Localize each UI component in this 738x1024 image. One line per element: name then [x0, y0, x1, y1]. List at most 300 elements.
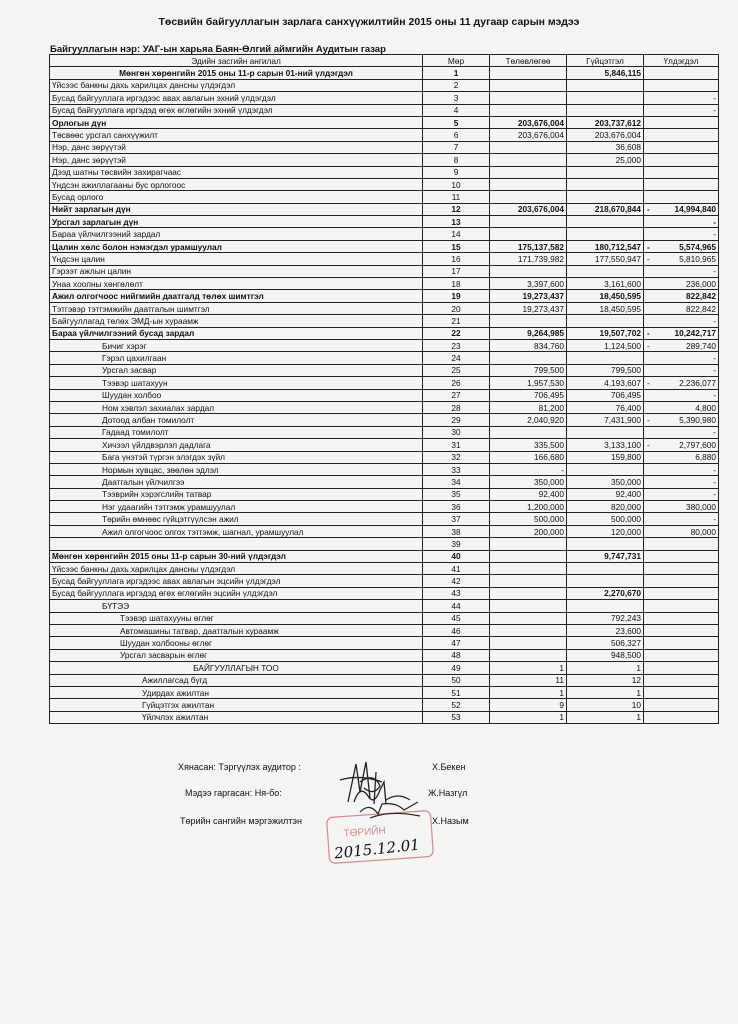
balance-value: 4,800 [695, 402, 716, 413]
balance-value: - [713, 229, 716, 240]
row-performance: 948,500 [567, 649, 644, 661]
balance-negative-sign [646, 279, 647, 289]
row-number: 33 [423, 463, 490, 475]
row-number: 49 [423, 662, 490, 674]
row-plan: 92,400 [490, 488, 567, 500]
row-number: 29 [423, 414, 490, 426]
row-plan: 1 [490, 662, 567, 674]
row-number: 50 [423, 674, 490, 686]
row-balance [644, 600, 719, 612]
table-row [50, 116, 719, 128]
table-row [50, 302, 719, 314]
balance-negative-sign: - [647, 439, 650, 450]
row-balance [644, 637, 719, 649]
balance-value: 5,810,965 [679, 253, 716, 264]
table-row [50, 278, 719, 290]
table-row [50, 550, 719, 562]
balance-negative-sign [646, 291, 647, 301]
table-row [50, 191, 719, 203]
row-number: 15 [423, 240, 490, 252]
table-row [50, 352, 719, 364]
row-number: 44 [423, 600, 490, 612]
row-plan: 1 [490, 711, 567, 723]
balance-value: - [713, 353, 716, 364]
balance-negative-sign [646, 477, 647, 487]
row-category: Орлогын дүн [50, 116, 423, 128]
row-plan: 200,000 [490, 525, 567, 537]
table-row [50, 575, 719, 587]
row-plan: 175,137,582 [490, 240, 567, 252]
row-plan [490, 67, 567, 79]
row-performance: 18,450,595 [567, 302, 644, 314]
row-performance [567, 600, 644, 612]
row-balance [644, 79, 719, 91]
balance-value: 2,236,077 [679, 377, 716, 388]
row-plan: 166,680 [490, 451, 567, 463]
row-category: Дотоод албан томилолт [50, 414, 423, 426]
row-category [50, 538, 423, 550]
row-category: Шуудан холбоо [50, 389, 423, 401]
balance-value: - [713, 464, 716, 475]
row-category: Бусад байгууллага иргэдээс авах авлагын эцсийн үлдэгдэл [50, 575, 423, 587]
row-balance [644, 563, 719, 575]
row-plan [490, 216, 567, 228]
row-plan: 19,273,437 [490, 302, 567, 314]
row-performance [567, 79, 644, 91]
balance-negative-sign: - [647, 377, 650, 388]
table-row [50, 401, 719, 413]
row-category: Нэр, данс зөрүүтэй [50, 154, 423, 166]
table-row [50, 563, 719, 575]
row-performance [567, 92, 644, 104]
table-row [50, 587, 719, 599]
balance-negative-sign: - [647, 415, 650, 426]
row-performance [567, 426, 644, 438]
row-plan: 2,040,920 [490, 414, 567, 426]
row-number: 41 [423, 563, 490, 575]
row-performance: 180,712,547 [567, 240, 644, 252]
table-row [50, 414, 719, 426]
row-category: БҮТЭЭ [50, 600, 423, 612]
row-category: Ном хэвлэл захиалах зардал [50, 401, 423, 413]
balance-value: - [713, 489, 716, 500]
row-performance: 820,000 [567, 501, 644, 513]
row-category: Төсвөөс урсгал санхүүжилт [50, 129, 423, 141]
row-plan [490, 154, 567, 166]
stamp-and-treasury-signature [300, 800, 450, 870]
row-balance [644, 253, 719, 265]
table-row [50, 203, 719, 215]
table-row [50, 674, 719, 686]
svg-text:ТӨРИЙН: ТӨРИЙН [343, 825, 387, 840]
row-balance [644, 178, 719, 190]
row-category: Бусад байгууллага иргэдэд өгөх өглөгийн эхний үлдэгдэл [50, 104, 423, 116]
row-balance [644, 513, 719, 525]
signature-label-auditor: Хянасан: Тэргүүлэх аудитор : [178, 762, 301, 772]
row-number: 35 [423, 488, 490, 500]
row-plan [490, 92, 567, 104]
row-performance: 36,608 [567, 141, 644, 153]
row-balance [644, 401, 719, 413]
row-balance [644, 649, 719, 661]
row-performance: 3,133,100 [567, 439, 644, 451]
row-plan [490, 575, 567, 587]
row-plan [490, 624, 567, 636]
row-number: 13 [423, 216, 490, 228]
row-category: Бараа үйлчилгээний зардал [50, 228, 423, 240]
row-performance [567, 166, 644, 178]
balance-value: - [713, 92, 716, 103]
row-balance [644, 414, 719, 426]
signature-label-accountant: Мэдээ гаргасан: Ня-бо: [185, 788, 282, 798]
row-number: 20 [423, 302, 490, 314]
row-plan [490, 228, 567, 240]
row-plan [490, 315, 567, 327]
row-number: 30 [423, 426, 490, 438]
row-category: Тээвэр шатахуун [50, 377, 423, 389]
table-row [50, 290, 719, 302]
row-balance [644, 302, 719, 314]
row-balance [644, 662, 719, 674]
row-plan [490, 352, 567, 364]
header-plan: Төлөвлөгөө [490, 55, 567, 67]
table-row [50, 166, 719, 178]
balance-negative-sign [646, 502, 647, 512]
row-number: 46 [423, 624, 490, 636]
signature-name-auditor: Х.Бекен [432, 762, 466, 772]
row-category: Бусад байгууллага иргэдэд өгөх өглөгийн эцсийн үлдэгдэл [50, 587, 423, 599]
row-performance: 3,161,600 [567, 278, 644, 290]
row-performance [567, 463, 644, 475]
row-performance [567, 352, 644, 364]
row-category: Тээврийн хэрэгслийн татвар [50, 488, 423, 500]
row-number: 27 [423, 389, 490, 401]
balance-value: - [713, 390, 716, 401]
row-category: Удирдах ажилтан [50, 686, 423, 698]
row-plan: 1 [490, 686, 567, 698]
table-row [50, 488, 719, 500]
table-row [50, 265, 719, 277]
row-balance [644, 141, 719, 153]
row-balance [644, 699, 719, 711]
table-row [50, 624, 719, 636]
row-balance [644, 364, 719, 376]
row-category: Бусад байгууллага иргэдээс авах авлагын эхний үлдэгдэл [50, 92, 423, 104]
row-number: 53 [423, 711, 490, 723]
row-performance [567, 228, 644, 240]
row-performance: 10 [567, 699, 644, 711]
row-category: Гүйцэтгэх ажилтан [50, 699, 423, 711]
row-performance: 799,500 [567, 364, 644, 376]
row-performance [567, 216, 644, 228]
table-row [50, 501, 719, 513]
row-performance: 2,270,670 [567, 587, 644, 599]
row-performance [567, 191, 644, 203]
row-plan: 203,676,004 [490, 129, 567, 141]
row-performance: 159,800 [567, 451, 644, 463]
row-number: 23 [423, 339, 490, 351]
row-performance: 1,124,500 [567, 339, 644, 351]
table-row [50, 662, 719, 674]
row-number: 12 [423, 203, 490, 215]
row-category: Автомашины татвар, даатгалын хураамж [50, 624, 423, 636]
balance-value: 5,390,980 [679, 415, 716, 426]
row-plan [490, 612, 567, 624]
row-performance: 218,670,844 [567, 203, 644, 215]
table-row [50, 513, 719, 525]
table-row [50, 686, 719, 698]
row-plan: - [490, 463, 567, 475]
row-number: 11 [423, 191, 490, 203]
row-plan [490, 637, 567, 649]
row-category: Хичээл үйлдвэрлэл дадлага [50, 439, 423, 451]
balance-negative-sign [646, 365, 647, 375]
row-performance [567, 315, 644, 327]
organization-name: Байгууллагын нэр: УАГ-ын харьяа Баян-Өлгий аймгийн Аудитын газар [50, 44, 386, 55]
balance-value: 822,842 [686, 303, 716, 314]
table-row [50, 79, 719, 91]
row-plan: 11 [490, 674, 567, 686]
balance-value: - [713, 315, 716, 326]
balance-negative-sign: - [647, 241, 650, 252]
row-balance [644, 216, 719, 228]
row-performance: 177,550,947 [567, 253, 644, 265]
table-row [50, 154, 719, 166]
row-performance: 76,400 [567, 401, 644, 413]
row-category: Урсгал зарлагын дүн [50, 216, 423, 228]
row-balance [644, 327, 719, 339]
row-performance: 92,400 [567, 488, 644, 500]
row-plan [490, 587, 567, 599]
row-balance [644, 228, 719, 240]
balance-negative-sign [646, 390, 647, 400]
row-category: Ажил олгогчоос нийгмийн даатгалд төлөх шимтгэл [50, 290, 423, 302]
row-balance [644, 116, 719, 128]
balance-negative-sign [646, 514, 647, 524]
row-performance: 506,327 [567, 637, 644, 649]
row-category: Унаа хоолны хөнгөлөлт [50, 278, 423, 290]
row-plan [490, 600, 567, 612]
row-number: 2 [423, 79, 490, 91]
row-performance: 7,431,900 [567, 414, 644, 426]
balance-negative-sign [646, 266, 647, 276]
table-row [50, 377, 719, 389]
row-plan: 3,397,600 [490, 278, 567, 290]
row-category: Гадаад томилолт [50, 426, 423, 438]
row-category: Мөнгөн хөрөнгийн 2015 оны 11-р сарын 01-ний үлдэгдэл [50, 67, 423, 79]
row-balance [644, 686, 719, 698]
row-plan: 350,000 [490, 476, 567, 488]
row-balance [644, 129, 719, 141]
row-category: Үндсэн ажиллагааны бус орлогоос [50, 178, 423, 190]
balance-value: - [713, 427, 716, 438]
table-row [50, 525, 719, 537]
balance-negative-sign [646, 304, 647, 314]
row-number: 16 [423, 253, 490, 265]
table-row [50, 216, 719, 228]
row-balance [644, 166, 719, 178]
table-row [50, 315, 719, 327]
row-performance [567, 575, 644, 587]
signature-label-treasury: Төрийн сангийн мэргэжилтэн [180, 816, 302, 826]
row-performance: 120,000 [567, 525, 644, 537]
balance-negative-sign [646, 316, 647, 326]
row-category: Нэр, данс зөрүүтэй [50, 141, 423, 153]
balance-value: 80,000 [690, 526, 716, 537]
row-number: 25 [423, 364, 490, 376]
row-category: Нормын хувцас, зөөлөн эдлэл [50, 463, 423, 475]
row-number: 38 [423, 525, 490, 537]
row-number: 39 [423, 538, 490, 550]
row-balance [644, 612, 719, 624]
row-number: 48 [423, 649, 490, 661]
row-balance [644, 67, 719, 79]
table-row [50, 463, 719, 475]
row-category: Үйсээс банкны дахь харилцах дансны үлдэгдэл [50, 79, 423, 91]
row-number: 14 [423, 228, 490, 240]
row-category: Үйлчлэх ажилтан [50, 711, 423, 723]
row-balance [644, 315, 719, 327]
balance-negative-sign [646, 427, 647, 437]
row-balance [644, 104, 719, 116]
row-number: 51 [423, 686, 490, 698]
row-category: Цалин хөлс болон нэмэгдэл урамшуулал [50, 240, 423, 252]
row-plan [490, 550, 567, 562]
header-row-number: Мөр [423, 55, 490, 67]
row-category: Бага үнэтэй түргэн элэгдэх зүйл [50, 451, 423, 463]
row-performance: 19,507,702 [567, 327, 644, 339]
table-row [50, 67, 719, 79]
row-balance [644, 389, 719, 401]
row-number: 6 [423, 129, 490, 141]
balance-value: - [713, 365, 716, 376]
balance-negative-sign [646, 452, 647, 462]
balance-negative-sign: - [647, 340, 650, 351]
row-performance: 350,000 [567, 476, 644, 488]
table-row [50, 426, 719, 438]
row-number: 21 [423, 315, 490, 327]
balance-value: - [713, 216, 716, 227]
row-number: 3 [423, 92, 490, 104]
balance-negative-sign: - [647, 204, 650, 215]
row-number: 18 [423, 278, 490, 290]
row-plan [490, 178, 567, 190]
balance-value: 289,740 [686, 340, 716, 351]
page-title: Төсвийн байгууллагын зарлага санхүүжилтийн 2015 оны 11 дугаар сарын мэдээ [158, 16, 580, 28]
row-plan: 9,264,985 [490, 327, 567, 339]
row-plan: 834,760 [490, 339, 567, 351]
row-number: 22 [423, 327, 490, 339]
row-plan [490, 166, 567, 178]
row-category: Нэг удаагийн тэтгэмж урамшуулал [50, 501, 423, 513]
balance-negative-sign [646, 353, 647, 363]
row-plan: 500,000 [490, 513, 567, 525]
table-row [50, 389, 719, 401]
row-number: 19 [423, 290, 490, 302]
row-balance [644, 426, 719, 438]
row-balance [644, 451, 719, 463]
row-number: 52 [423, 699, 490, 711]
balance-negative-sign: - [647, 328, 650, 339]
row-balance [644, 352, 719, 364]
table-row [50, 339, 719, 351]
row-category: Тэтгэвэр тэтгэмжийн даатгалын шимтгэл [50, 302, 423, 314]
table-row [50, 178, 719, 190]
row-plan [490, 426, 567, 438]
row-category: Бичиг хэрэг [50, 339, 423, 351]
row-category: Шуудан холбооны өглөг [50, 637, 423, 649]
row-balance [644, 575, 719, 587]
header-performance: Гүйцэтгэл [567, 55, 644, 67]
row-category: Байгууллагад төлөх ЭМД-ын хураамж [50, 315, 423, 327]
balance-negative-sign [646, 93, 647, 103]
row-balance [644, 501, 719, 513]
row-performance: 25,000 [567, 154, 644, 166]
balance-value: 2,797,600 [679, 439, 716, 450]
row-category: Гэрээт ажлын цалин [50, 265, 423, 277]
row-number: 5 [423, 116, 490, 128]
row-number: 10 [423, 178, 490, 190]
row-balance [644, 377, 719, 389]
row-number: 9 [423, 166, 490, 178]
row-plan: 19,273,437 [490, 290, 567, 302]
table-row [50, 129, 719, 141]
row-performance: 1 [567, 662, 644, 674]
balance-value: 236,000 [686, 278, 716, 289]
row-balance [644, 290, 719, 302]
row-plan: 335,500 [490, 439, 567, 451]
row-category: Гэрэл цахилгаан [50, 352, 423, 364]
row-plan [490, 104, 567, 116]
row-category: Урсгал засвар [50, 364, 423, 376]
row-number: 31 [423, 439, 490, 451]
row-plan [490, 191, 567, 203]
row-balance [644, 439, 719, 451]
row-number: 24 [423, 352, 490, 364]
row-performance: 500,000 [567, 513, 644, 525]
row-category: Даатгалын үйлчилгээ [50, 476, 423, 488]
balance-negative-sign [646, 527, 647, 537]
row-performance: 706,495 [567, 389, 644, 401]
table-row [50, 253, 719, 265]
signature-name-treasury: Х.Назым [432, 816, 469, 826]
row-category: Ажиллагсад бүгд [50, 674, 423, 686]
row-number: 7 [423, 141, 490, 153]
balance-value: - [713, 514, 716, 525]
row-balance [644, 550, 719, 562]
row-number: 47 [423, 637, 490, 649]
balance-negative-sign [646, 229, 647, 239]
row-plan: 799,500 [490, 364, 567, 376]
row-plan [490, 563, 567, 575]
row-balance [644, 339, 719, 351]
row-category: Урсгал засварын өглөг [50, 649, 423, 661]
balance-negative-sign: - [647, 253, 650, 264]
table-row [50, 141, 719, 153]
row-number: 37 [423, 513, 490, 525]
balance-value: 380,000 [686, 501, 716, 512]
row-balance [644, 711, 719, 723]
row-balance [644, 476, 719, 488]
row-number: 4 [423, 104, 490, 116]
balance-value: - [713, 105, 716, 116]
row-plan: 1,957,530 [490, 377, 567, 389]
row-plan: 171,739,982 [490, 253, 567, 265]
row-balance [644, 92, 719, 104]
row-number: 8 [423, 154, 490, 166]
row-number: 40 [423, 550, 490, 562]
row-performance: 23,600 [567, 624, 644, 636]
